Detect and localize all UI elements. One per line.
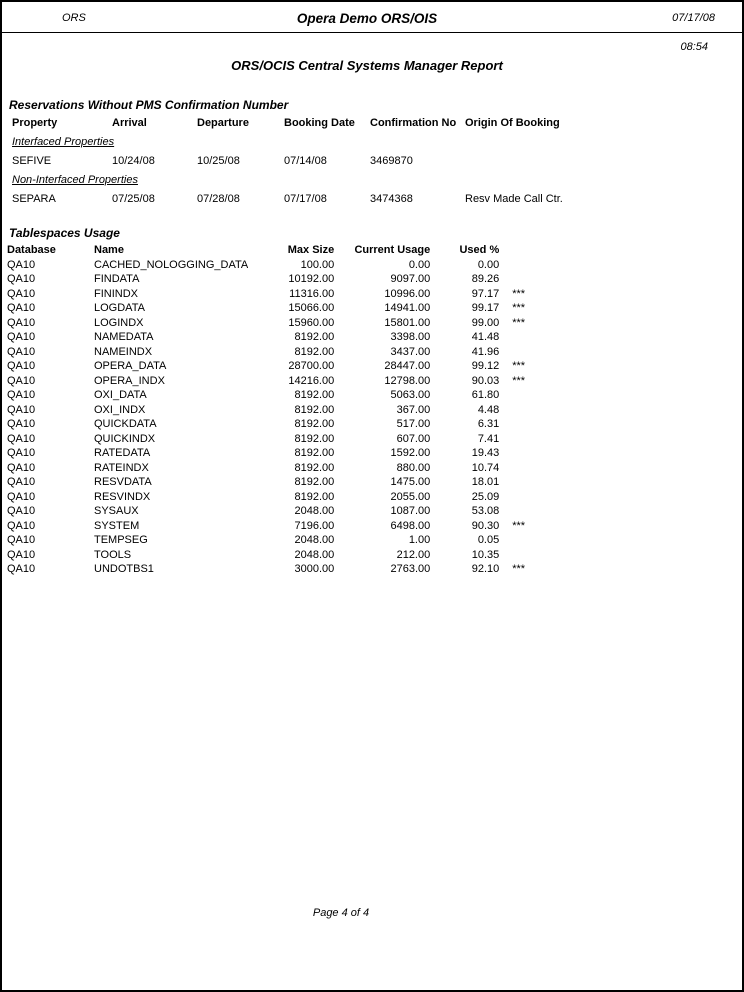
cell-overuse-flag [499,475,554,490]
cell-departure: 07/28/08 [197,192,240,205]
table-row [7,461,554,476]
group-label-row [12,170,655,189]
col-header-max-size: Max Size [287,244,335,256]
cell-departure: 10/25/08 [197,154,240,167]
cell-overuse-flag [499,504,554,519]
cell-overuse-flag: *** [512,374,526,387]
cell-max-size: 8192.00 [294,447,335,459]
group-label-non-interfaced: Non-Interfaced Properties [12,173,138,186]
col-header-flag [499,243,554,258]
cell-name: OXI_DATA [94,389,147,401]
cell-max-size: 8192.00 [294,432,335,445]
cell-name: SYSTEM [94,519,140,532]
cell-overuse-flag: *** [512,302,526,314]
cell-used-pct: 99.17 [471,302,500,314]
cell-overuse-flag [499,490,554,505]
table-row [7,475,554,490]
cell-name: UNDOTBS1 [94,563,154,575]
tablespaces-table [7,243,554,577]
cell-overuse-flag: *** [512,287,526,300]
cell-used-pct: 53.08 [471,505,500,517]
cell-name: SYSAUX [94,505,139,517]
reservations-header-row [12,113,655,132]
cell-name: TOOLS [94,548,132,561]
reservations-section-title: Reservations Without PMS Confirmation Number [9,98,289,112]
cell-used-pct: 10.35 [471,548,500,561]
cell-current-usage: 880.00 [396,461,431,474]
table-row [12,189,655,208]
cell-name: FININDX [94,287,138,300]
cell-used-pct: 92.10 [471,563,500,575]
cell-overuse-flag [499,548,554,563]
cell-name: RESVDATA [94,476,152,488]
cell-max-size: 2048.00 [294,534,335,546]
cell-used-pct: 90.30 [471,519,500,532]
cell-name: RATEDATA [94,447,151,459]
cell-name: OPERA_DATA [94,360,167,372]
cell-current-usage: 607.00 [396,432,431,445]
cell-name: LOGINDX [94,316,144,329]
cell-current-usage: 517.00 [396,418,431,430]
cell-current-usage: 1475.00 [390,476,431,488]
cell-database: QA10 [7,316,36,329]
cell-current-usage: 14941.00 [384,302,431,314]
cell-current-usage: 1592.00 [390,447,431,459]
cell-name: NAMEDATA [94,331,154,343]
cell-database: QA10 [7,345,36,358]
cell-property: SEPARA [12,192,56,205]
cell-database: QA10 [7,461,36,474]
cell-name: OXI_INDX [94,403,146,416]
cell-booking-date: 07/17/08 [284,192,327,205]
cell-current-usage: 5063.00 [390,389,431,401]
cell-overuse-flag [499,432,554,447]
cell-max-size: 8192.00 [294,476,335,488]
cell-database: QA10 [7,490,36,503]
col-header-booking-date: Booking Date [284,116,355,129]
cell-used-pct: 19.43 [471,447,500,459]
cell-origin [465,151,655,170]
cell-overuse-flag [499,461,554,476]
cell-used-pct: 61.80 [471,389,500,401]
cell-max-size: 8192.00 [294,403,335,416]
cell-max-size: 8192.00 [294,389,335,401]
cell-name: LOGDATA [94,302,145,314]
cell-database: QA10 [7,258,36,271]
cell-overuse-flag: *** [512,519,526,532]
table-row [7,446,554,461]
cell-current-usage: 9097.00 [390,273,431,285]
cell-database: QA10 [7,563,36,575]
cell-current-usage: 1087.00 [390,505,431,517]
table-row [7,272,554,287]
reservations-table [12,113,655,208]
table-row [7,403,554,418]
cell-current-usage: 6498.00 [390,519,431,532]
col-header-arrival: Arrival [112,116,147,129]
cell-overuse-flag [499,403,554,418]
col-header-departure: Departure [197,116,249,129]
cell-database: QA10 [7,273,36,285]
table-row [12,151,655,170]
table-row [7,417,554,432]
group-label-interfaced: Interfaced Properties [12,135,115,148]
table-row [7,258,554,273]
cell-name: QUICKDATA [94,418,157,430]
cell-current-usage: 12798.00 [384,374,431,387]
cell-database: QA10 [7,360,36,372]
cell-used-pct: 0.00 [477,258,500,271]
cell-used-pct: 41.96 [471,345,500,358]
cell-used-pct: 0.05 [477,534,500,546]
cell-used-pct: 7.41 [477,432,500,445]
cell-current-usage: 212.00 [396,548,431,561]
cell-current-usage: 3437.00 [390,345,431,358]
table-row [7,301,554,316]
cell-overuse-flag [499,330,554,345]
cell-used-pct: 18.01 [471,476,500,488]
cell-database: QA10 [7,418,36,430]
cell-name: RATEINDX [94,461,149,474]
cell-name: OPERA_INDX [94,374,165,387]
group-label-row [12,132,655,151]
cell-current-usage: 1.00 [408,534,431,546]
page-number: Page 4 of 4 [312,907,370,919]
cell-max-size: 10192.00 [288,273,335,285]
table-row [7,562,554,577]
cell-max-size: 2048.00 [294,548,335,561]
cell-overuse-flag [499,345,554,360]
cell-name: NAMEINDX [94,345,153,358]
cell-name: CACHED_NOLOGGING_DATA [94,258,249,271]
cell-arrival: 10/24/08 [112,154,155,167]
cell-database: QA10 [7,389,36,401]
cell-max-size: 11316.00 [289,287,335,300]
cell-confirmation-no: 3469870 [370,154,413,167]
table-row [7,432,554,447]
cell-overuse-flag [499,388,554,403]
cell-database: QA10 [7,505,36,517]
table-row [7,533,554,548]
tablespaces-section-title: Tablespaces Usage [9,226,120,240]
col-header-confirmation-no: Confirmation No [370,116,457,129]
cell-current-usage: 3398.00 [390,331,431,343]
cell-confirmation-no: 3474368 [370,192,413,205]
table-row [7,504,554,519]
cell-current-usage: 2763.00 [390,563,431,575]
table-row [7,374,554,389]
col-header-origin-of-booking: Origin Of Booking [465,116,560,129]
cell-name: RESVINDX [94,490,151,503]
cell-used-pct: 41.48 [471,331,500,343]
cell-database: QA10 [7,403,36,416]
header-divider [2,32,742,33]
cell-arrival: 07/25/08 [112,192,155,205]
col-header-name: Name [94,244,124,256]
cell-used-pct: 89.26 [471,273,500,285]
cell-current-usage: 15801.00 [384,316,431,329]
cell-max-size: 8192.00 [294,345,335,358]
cell-overuse-flag: *** [512,316,526,329]
tablespaces-header-row [7,243,554,258]
tablespaces-body [7,258,554,577]
table-row [7,345,554,360]
cell-origin: Resv Made Call Ctr. [465,192,563,205]
cell-booking-date: 07/14/08 [284,154,327,167]
cell-database: QA10 [7,287,36,300]
table-row [7,287,554,302]
cell-used-pct: 10.74 [471,461,500,474]
cell-max-size: 8192.00 [294,331,335,343]
cell-overuse-flag [499,446,554,461]
cell-current-usage: 367.00 [396,403,431,416]
cell-name: QUICKINDX [94,432,156,445]
cell-overuse-flag: *** [512,563,526,575]
cell-database: QA10 [7,331,36,343]
table-row [7,519,554,534]
cell-used-pct: 6.31 [477,418,500,430]
table-row [7,330,554,345]
cell-database: QA10 [7,548,36,561]
cell-overuse-flag [499,272,554,287]
cell-overuse-flag: *** [512,360,526,372]
header-app-code: ORS [62,12,86,24]
header-time: 08:54 [680,41,708,53]
table-row [7,548,554,563]
cell-database: QA10 [7,476,36,488]
cell-max-size: 3000.00 [294,563,335,575]
cell-max-size: 8192.00 [294,418,335,430]
cell-database: QA10 [7,302,36,314]
cell-used-pct: 4.48 [477,403,500,416]
cell-max-size: 8192.00 [294,461,335,474]
cell-max-size: 8192.00 [294,490,335,503]
cell-max-size: 28700.00 [288,360,335,372]
cell-database: QA10 [7,432,36,445]
cell-max-size: 14216.00 [288,374,335,387]
table-row [7,359,554,374]
cell-database: QA10 [7,519,36,532]
cell-used-pct: 99.12 [471,360,500,372]
cell-used-pct: 99.00 [471,316,500,329]
cell-max-size: 2048.00 [294,505,335,517]
cell-name: TEMPSEG [94,534,148,546]
cell-overuse-flag [499,417,554,432]
cell-max-size: 15066.00 [288,302,335,314]
cell-max-size: 15960.00 [288,316,335,329]
cell-used-pct: 90.03 [471,374,500,387]
col-header-used-pct: Used % [459,244,500,256]
cell-max-size: 100.00 [300,258,335,271]
col-header-property: Property [12,116,58,129]
cell-used-pct: 25.09 [471,490,500,503]
table-row [7,490,554,505]
cell-name: FINDATA [94,273,140,285]
cell-max-size: 7196.00 [294,519,335,532]
cell-current-usage: 28447.00 [384,360,431,372]
cell-property: SEFIVE [12,154,52,167]
cell-overuse-flag [499,533,554,548]
table-row [7,316,554,331]
cell-current-usage: 0.00 [408,258,431,271]
cell-database: QA10 [7,374,36,387]
header-date: 07/17/08 [672,12,715,24]
table-row [7,388,554,403]
cell-current-usage: 10996.00 [384,287,431,300]
col-header-current-usage: Current Usage [354,244,431,256]
cell-database: QA10 [7,534,36,546]
report-title: ORS/OCIS Central Systems Manager Report [231,58,503,73]
header-title: Opera Demo ORS/OIS [296,11,438,26]
cell-current-usage: 2055.00 [390,490,431,503]
col-header-database: Database [7,244,56,256]
cell-overuse-flag [499,258,554,273]
cell-used-pct: 97.17 [471,287,500,300]
cell-database: QA10 [7,447,36,459]
